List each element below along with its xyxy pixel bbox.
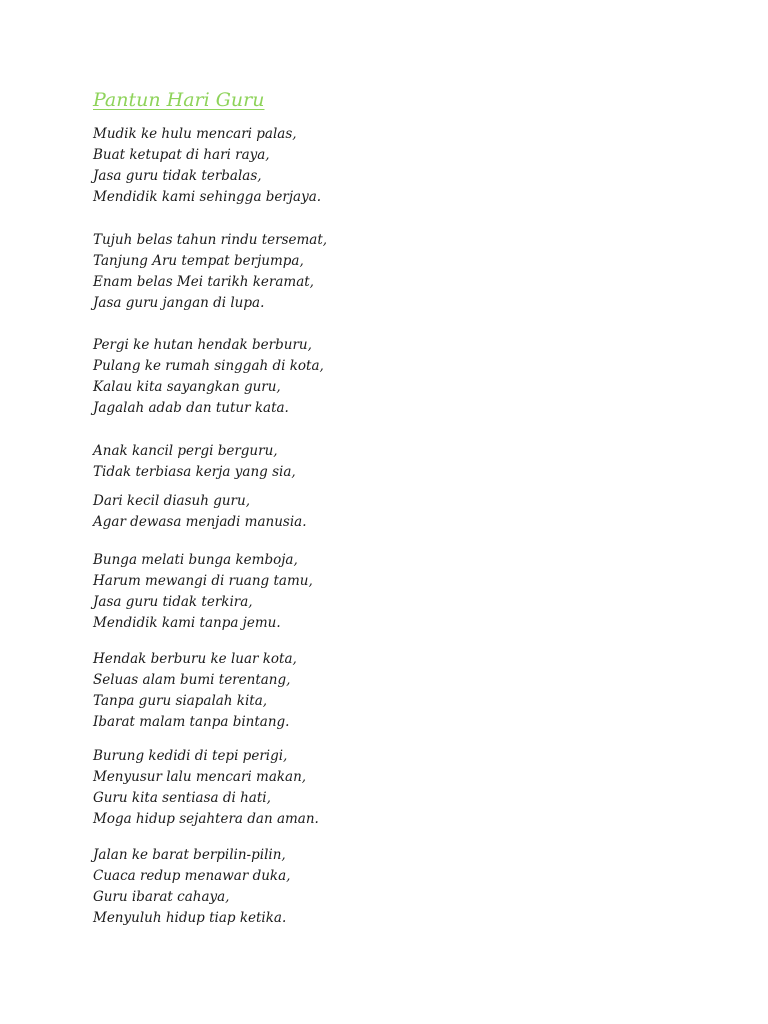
poem-line: Bunga melati bunga kemboja, <box>93 552 298 568</box>
stanza-8 <box>93 746 319 830</box>
poem-line: Pulang ke rumah singgah di kota, <box>93 358 324 374</box>
poem-line: Seluas alam bumi terentang, <box>93 672 291 688</box>
stanza-1 <box>93 124 321 208</box>
stanza-9 <box>93 845 290 929</box>
poem-line: Jagalah adab dan tutur kata. <box>93 400 289 416</box>
poem-line: Agar dewasa menjadi manusia. <box>93 514 307 530</box>
poem-line: Pergi ke hutan hendak berburu, <box>93 337 312 353</box>
poem-line: Cuaca redup menawar duka, <box>93 868 291 884</box>
poem-line: Mendidik kami tanpa jemu. <box>93 615 281 631</box>
poem-line: Menyuluh hidup tiap ketika. <box>93 910 287 926</box>
poem-line: Hendak berburu ke luar kota, <box>93 651 297 667</box>
poem-line: Kalau kita sayangkan guru, <box>93 379 281 395</box>
poem-line: Tidak terbiasa kerja yang sia, <box>93 464 296 480</box>
poem-line: Anak kancil pergi berguru, <box>93 443 278 459</box>
stanza-7 <box>93 649 297 733</box>
stanza-6 <box>93 550 313 634</box>
poem-line: Ibarat malam tanpa bintang. <box>93 714 290 730</box>
stanza-4 <box>93 441 296 483</box>
poem-line: Enam belas Mei tarikh keramat, <box>93 274 314 290</box>
poem-line: Menyusur lalu mencari makan, <box>93 769 307 785</box>
poem-line: Jasa guru tidak terkira, <box>93 594 253 610</box>
poem-line: Tujuh belas tahun rindu tersemat, <box>93 232 328 248</box>
poem-line: Dari kecil diasuh guru, <box>93 493 250 509</box>
poem-line: Buat ketupat di hari raya, <box>93 147 270 163</box>
poem-line: Mendidik kami sehingga berjaya. <box>93 189 322 205</box>
stanza-5 <box>93 491 306 533</box>
poem-line: Guru kita sentiasa di hati, <box>93 790 271 806</box>
poem-line: Jalan ke barat berpilin-pilin, <box>93 847 286 863</box>
poem-line: Burung kedidi di tepi perigi, <box>93 748 288 764</box>
poem-line: Tanjung Aru tempat berjumpa, <box>93 253 304 269</box>
poem-line: Tanpa guru siapalah kita, <box>93 693 268 709</box>
poem-line: Jasa guru tidak terbalas, <box>93 168 262 184</box>
poem-line: Guru ibarat cahaya, <box>93 889 230 905</box>
poem-line: Harum mewangi di ruang tamu, <box>93 573 313 589</box>
stanza-2 <box>93 230 327 314</box>
document-title: Pantun Hari Guru <box>93 89 265 111</box>
poem-line: Jasa guru jangan di lupa. <box>93 295 265 311</box>
poem-line: Mudik ke hulu mencari palas, <box>93 126 297 142</box>
poem-line: Moga hidup sejahtera dan aman. <box>93 811 319 827</box>
stanza-3 <box>93 335 324 419</box>
